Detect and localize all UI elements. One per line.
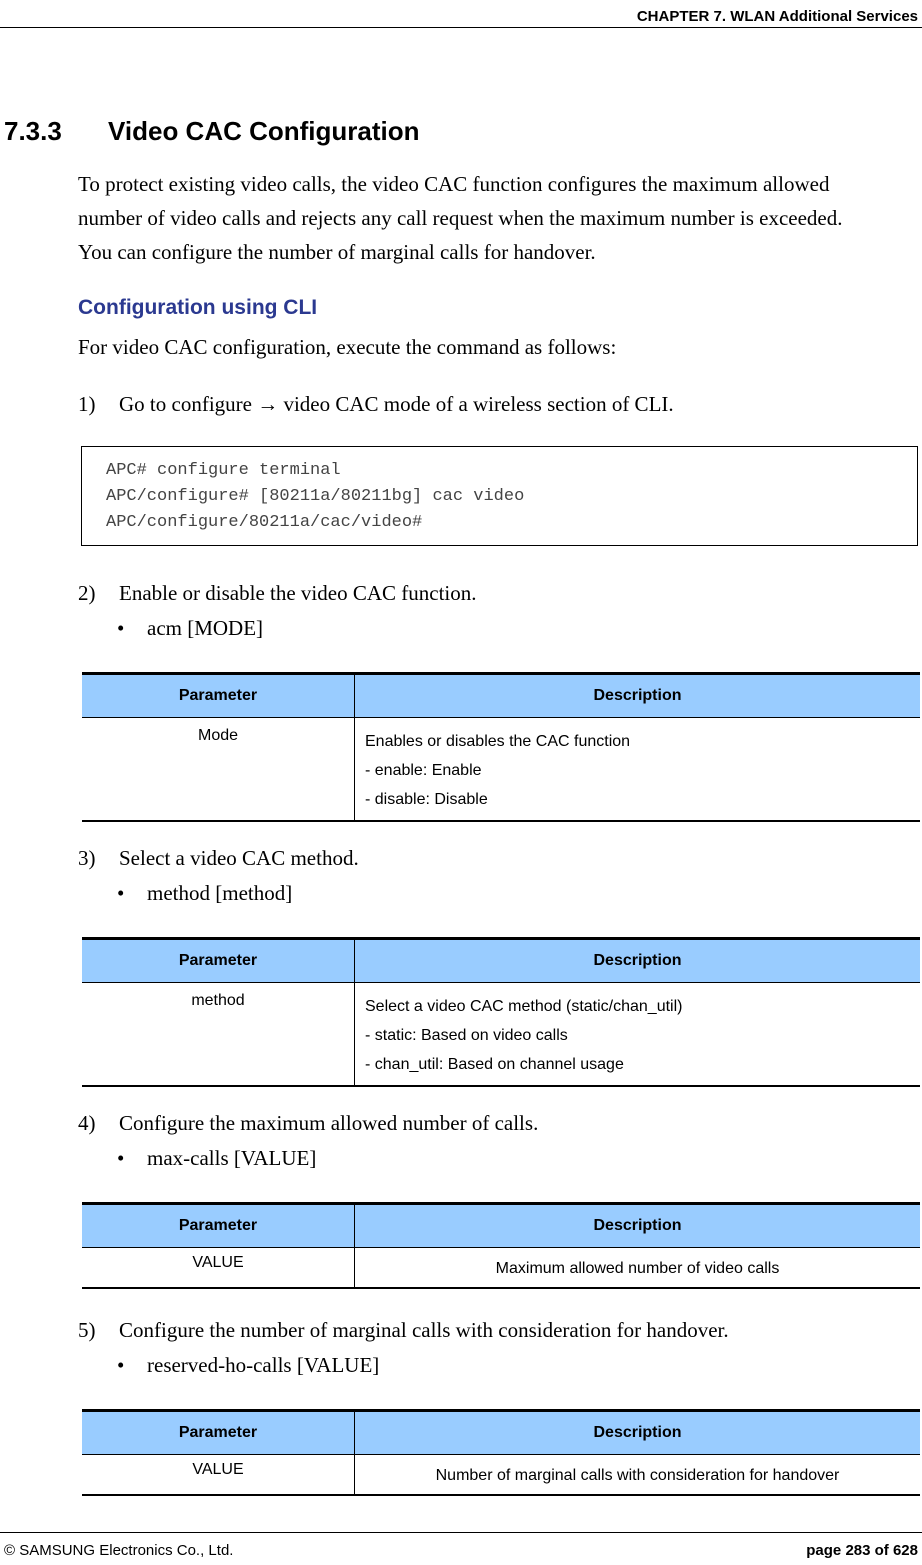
section-number: 7.3.3 [4, 116, 62, 146]
section-title-text: Video CAC Configuration [108, 116, 420, 146]
column-header-description: Description [355, 1411, 921, 1455]
step-1 [78, 390, 674, 418]
footer-page-number: page 283 of 628 [806, 1542, 918, 1559]
description-line: Enables or disables the CAC function [365, 733, 631, 750]
step-2 [78, 579, 477, 607]
parameter-table-method [82, 937, 920, 1087]
step-5 [78, 1316, 729, 1344]
column-header-description: Description [355, 1204, 921, 1248]
column-header-parameter: Parameter [82, 1204, 355, 1248]
description-line: Number of marginal calls with consideration for handover [435, 1467, 840, 1484]
parameter-cell: VALUE [82, 1455, 355, 1496]
column-header-parameter: Parameter [82, 939, 355, 983]
cli-lead: For video CAC configuration, execute the command as follows: [78, 335, 617, 359]
description-line: - static: Based on video calls [365, 1027, 568, 1044]
intro-line: You can configure the number of marginal calls for handover. [78, 240, 596, 264]
bullet-icon: • [117, 881, 125, 905]
parameter-cell: VALUE [82, 1248, 355, 1289]
description-line: Maximum allowed number of video calls [495, 1260, 780, 1277]
footer-copyright: © SAMSUNG Electronics Co., Ltd. [4, 1542, 234, 1559]
step-number: 2) [78, 581, 96, 605]
intro-line: number of video calls and rejects any call request when the maximum number is exceeded. [78, 206, 843, 230]
step-number: 5) [78, 1318, 96, 1342]
bullet-icon: • [117, 616, 125, 640]
table-row [82, 1248, 920, 1289]
step-text: Select a video CAC method. [119, 846, 359, 870]
step-number: 1) [78, 392, 96, 416]
cli-code-block [81, 446, 918, 546]
description-cell [355, 1248, 921, 1289]
column-header-parameter: Parameter [82, 1411, 355, 1455]
command-bullet [117, 1144, 316, 1172]
header-divider [0, 27, 922, 28]
command-syntax: method [method] [147, 881, 293, 905]
command-syntax: reserved-ho-calls [VALUE] [147, 1353, 380, 1377]
description-line: - enable: Enable [365, 762, 482, 779]
command-bullet [117, 879, 292, 907]
footer-divider [0, 1532, 922, 1533]
step-number: 4) [78, 1111, 96, 1135]
intro-line: To protect existing video calls, the video CAC function configures the maximum allowed [78, 172, 830, 196]
table-row [82, 983, 920, 1087]
description-cell [355, 983, 921, 1087]
table-row [82, 718, 920, 822]
parameter-cell: method [82, 983, 355, 1087]
step-3 [78, 844, 359, 872]
bullet-icon: • [117, 1146, 125, 1170]
table-row [82, 1455, 920, 1496]
code-line: APC/configure/80211a/cac/video# [106, 513, 423, 532]
description-line: - disable: Disable [365, 791, 488, 808]
code-line: APC/configure# [80211a/80211bg] cac video [106, 487, 525, 506]
step-4 [78, 1109, 538, 1137]
column-header-description: Description [355, 674, 921, 718]
step-number: 3) [78, 846, 96, 870]
step-text: Enable or disable the video CAC function. [119, 581, 477, 605]
description-line: - chan_util: Based on channel usage [365, 1056, 624, 1073]
description-cell [355, 718, 921, 822]
parameter-cell: Mode [82, 718, 355, 822]
chapter-header: CHAPTER 7. WLAN Additional Services [636, 8, 918, 25]
description-line: Select a video CAC method (static/chan_util) [365, 998, 683, 1015]
column-header-description: Description [355, 939, 921, 983]
step-text: Configure the maximum allowed number of calls. [119, 1111, 539, 1135]
description-cell [355, 1455, 921, 1496]
code-line: APC# configure terminal [106, 461, 341, 480]
command-bullet [117, 1351, 379, 1379]
parameter-table-acm [82, 672, 920, 822]
bullet-icon: • [117, 1353, 125, 1377]
command-syntax: acm [MODE] [147, 616, 264, 640]
step-text: Go to configure → video CAC mode of a wireless section of CLI. [119, 392, 674, 416]
section-title [4, 116, 420, 147]
command-bullet [117, 614, 263, 642]
column-header-parameter: Parameter [82, 674, 355, 718]
parameter-table-max-calls [82, 1202, 920, 1289]
intro-paragraph [78, 167, 918, 269]
parameter-table-reserved-ho-calls [82, 1409, 920, 1496]
command-syntax: max-calls [VALUE] [147, 1146, 317, 1170]
cli-heading: Configuration using CLI [78, 296, 318, 319]
step-text: Configure the number of marginal calls with consideration for handover. [119, 1318, 729, 1342]
